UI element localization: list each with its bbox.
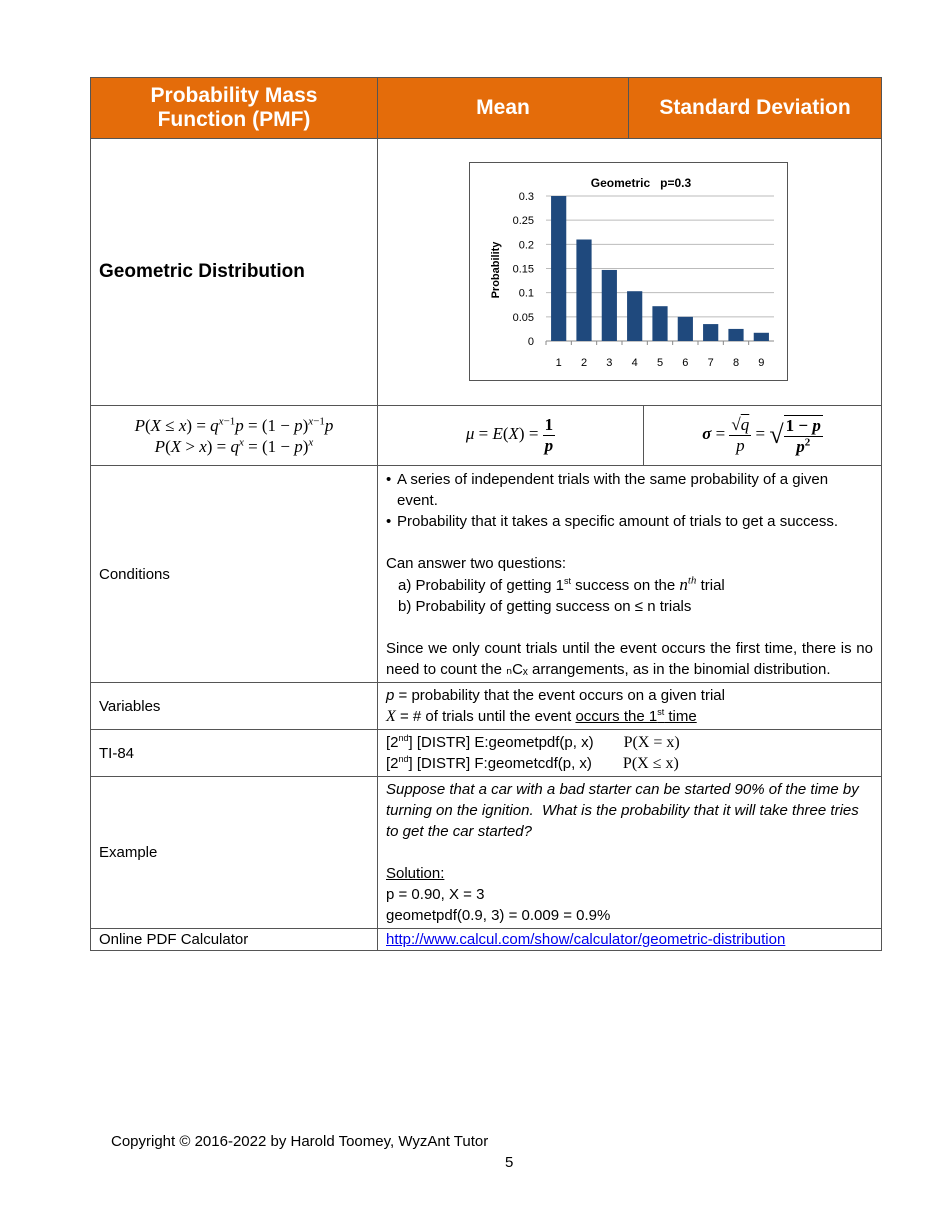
header-pmf: Probability Mass Function (PMF) [91, 78, 378, 139]
chart-cell [378, 139, 882, 406]
x-tick-label: 4 [631, 357, 638, 369]
variables-label: Variables [91, 683, 378, 730]
header-sd: Standard Deviation [629, 78, 882, 139]
chart-y-label: Probability [490, 241, 502, 299]
pmf-formula-1: $P(X \le x) = q^{x-1}p = (1 - p)^{x-1}p$ [134, 414, 334, 435]
pmf-formula-cell [91, 406, 378, 466]
solution-result: geometpdf(0.9, 3) = 0.009 = 0.9% [386, 907, 611, 924]
bar [728, 329, 743, 341]
sd-formula: σ = $\frac{√q}{p}$ = √ $\frac{1 - p}{p^2}$ [702, 415, 821, 456]
title-row [91, 139, 882, 406]
variable-x: X = # of trials until the event occurs the 1st time [386, 707, 697, 725]
calculator-link-cell [378, 929, 882, 951]
header-mean: Mean [378, 78, 629, 139]
bar [678, 317, 693, 341]
solution-label: Solution: [386, 865, 445, 882]
bar [576, 240, 591, 342]
x-tick-label: 6 [682, 357, 689, 369]
page-number: 5 [505, 1154, 514, 1171]
y-tick-label: 0.15 [512, 263, 534, 276]
x-tick-label: 2 [580, 357, 588, 369]
geometric-chart [469, 162, 789, 382]
example-row [91, 777, 882, 929]
bar [602, 270, 617, 341]
conditions-label: Conditions [91, 466, 378, 683]
since-text: Since we only count trials until the event occurs the first time, there is no need to count the ₙCₓ arrangements, as in the binomial distribution. [386, 640, 873, 678]
variable-p: p = probability that the event occurs on a given trial [386, 687, 725, 704]
header-row [91, 78, 882, 139]
formula-row [91, 406, 882, 466]
bar [703, 324, 718, 341]
ti84-pdf-line: [2nd] [DISTR] E:geometpdf(p, x) P(X = x) [386, 733, 680, 751]
condition-bullet-2: • Probability that it takes a specific amount of trials to get a success. [386, 511, 873, 532]
bar [551, 196, 566, 341]
distribution-name: Geometric Distribution [91, 139, 378, 406]
example-problem: Suppose that a car with a bad starter can be started 90% of the time by turning on the ignition. What is the probability that it will take three tries to get the car started? [386, 781, 863, 840]
x-tick-label: 9 [758, 357, 765, 369]
ti84-cdf-line: [2nd] [DISTR] F:geometcdf(p, x) P(X ≤ x) [386, 754, 679, 772]
bar [652, 306, 667, 341]
calculator-link[interactable]: http://www.calcul.com/show/calculator/geometric-distribution [386, 931, 786, 948]
y-tick-label: 0.3 [518, 191, 534, 203]
calculator-label: Online PDF Calculator [91, 929, 378, 951]
pmf-formula-2: $P(X > x) = q^x = (1 - p)^x$ [154, 435, 314, 456]
can-answer-text: Can answer two questions: [386, 555, 567, 572]
condition-bullet-1: • A series of independent trials with the same probability of a given event. [386, 469, 873, 511]
x-tick-label: 5 [656, 357, 664, 369]
y-tick-label: 0.1 [518, 287, 534, 300]
y-tick-label: 0 [527, 336, 534, 348]
mean-formula: μ = E(X) = $\frac{1}{p}$ [465, 415, 554, 455]
y-tick-label: 0.05 [512, 311, 534, 324]
mean-formula-cell [378, 406, 644, 466]
example-content [378, 777, 882, 929]
variables-row [91, 683, 882, 730]
ti84-label: TI-84 [91, 730, 378, 777]
conditions-bullets [386, 469, 873, 532]
calculator-row [91, 929, 882, 951]
solution-given: p = 0.90, X = 3 [386, 886, 485, 903]
x-tick-label: 8 [732, 357, 740, 369]
geometric-distribution-table [90, 77, 882, 951]
conditions-row [91, 466, 882, 683]
example-label: Example [91, 777, 378, 929]
question-a: a) Probability of getting 1st success on the $n^{th}$ trial [398, 574, 725, 594]
bar [627, 291, 642, 341]
bar [754, 333, 769, 341]
copyright-footer: Copyright © 2016-2022 by Harold Toomey, WyzAnt Tutor [111, 1133, 489, 1150]
sd-formula-cell [644, 406, 882, 466]
y-tick-label: 0.25 [512, 215, 534, 228]
chart-title: Geometric p=0.3 [590, 176, 692, 190]
variables-content [378, 683, 882, 730]
conditions-content [378, 466, 882, 683]
x-tick-label: 3 [606, 357, 613, 369]
x-tick-label: 1 [555, 357, 562, 369]
question-b: b) Probability of getting success on ≤ n trials [398, 598, 692, 615]
ti84-content [378, 730, 882, 777]
ti84-row [91, 730, 882, 777]
y-tick-label: 0.2 [518, 239, 534, 252]
x-tick-label: 7 [707, 357, 714, 369]
